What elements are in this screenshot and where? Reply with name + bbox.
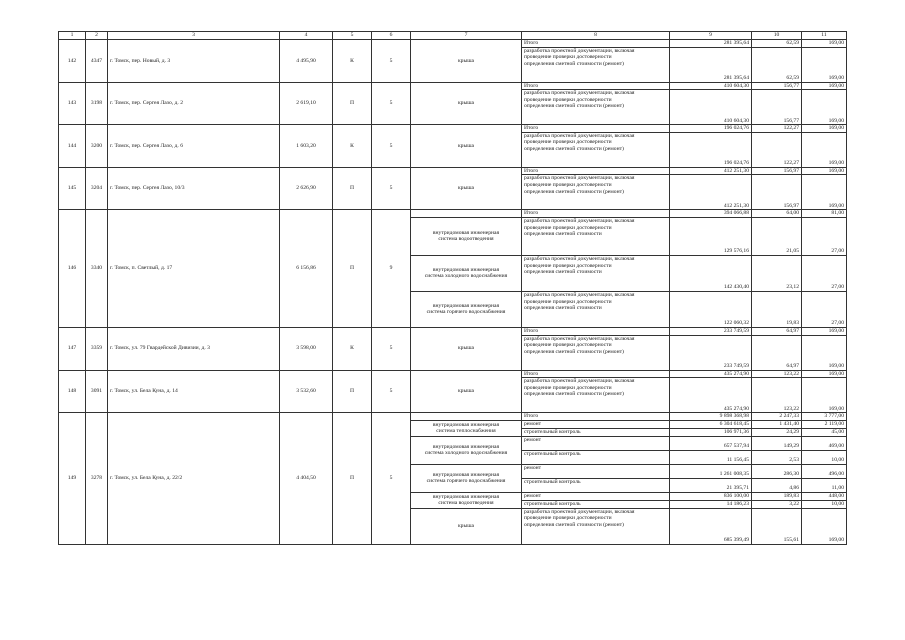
house-address: г. Томск, пер. Сергея Лазо, 10/3	[108, 167, 280, 210]
element-name: внутридомовая инженерная система холодного водоснабжения	[411, 436, 522, 464]
element-name: крыша	[411, 327, 522, 370]
header-cell: 1	[59, 32, 86, 40]
total-cost: 196 024,76	[670, 125, 752, 133]
cost-per-m2: 23,12	[752, 255, 802, 291]
cost: 11 156,45	[670, 450, 752, 464]
work-description: разработка проектной документации, включая проведение проверки достоверности определения сметной стоимости (ремонт)	[522, 132, 670, 167]
house-area: 3 598,00	[280, 327, 333, 370]
limit: 27,00	[802, 217, 847, 255]
house-code: 3340	[86, 210, 108, 328]
work-description: разработка проектной документации, включая проведение проверки достоверности определения сметной стоимости	[522, 217, 670, 255]
cost-per-m2: 156,77	[752, 90, 802, 125]
house-code: 4347	[86, 40, 108, 83]
element-name: крыша	[411, 370, 522, 413]
element-name: крыша	[411, 125, 522, 168]
total-label: Итого	[522, 327, 670, 335]
total-limit: 169,00	[802, 370, 847, 378]
work-description: ремонт	[522, 464, 670, 478]
element-name	[411, 413, 522, 421]
cost: 435 274,90	[670, 378, 752, 413]
element-name: крыша	[411, 40, 522, 83]
wall-type: П	[333, 167, 372, 210]
cost-per-m2: 64,97	[752, 335, 802, 370]
row-number: 149	[59, 413, 86, 545]
total-cost-per-m2: 156,77	[752, 82, 802, 90]
house-code: 3198	[86, 82, 108, 125]
table-row	[59, 82, 847, 90]
total-cost-per-m2: 62,59	[752, 40, 802, 48]
cost-per-m2: 122,27	[752, 132, 802, 167]
limit: 169,00	[802, 378, 847, 413]
table-row	[59, 327, 847, 335]
total-limit: 169,00	[802, 167, 847, 175]
element-name	[411, 210, 522, 218]
cost: 412 251,30	[670, 175, 752, 210]
total-cost-per-m2: 122,27	[752, 125, 802, 133]
cost-per-m2: 156,97	[752, 175, 802, 210]
work-description: разработка проектной документации, включая проведение проверки достоверности определения сметной стоимости (ремонт)	[522, 175, 670, 210]
table-row	[59, 413, 847, 421]
element-name: внутридомовая инженерная система теплоснабжения	[411, 420, 522, 436]
work-description: ремонт	[522, 420, 670, 428]
row-number: 148	[59, 370, 86, 413]
work-description: разработка проектной документации, включая проведение проверки достоверности определения сметной стоимости	[522, 291, 670, 327]
cost-per-m2: 286,30	[752, 464, 802, 478]
header-cell: 4	[280, 32, 333, 40]
house-code: 3091	[86, 370, 108, 413]
wall-type: П	[333, 82, 372, 125]
cost: 6 304 618,45	[670, 420, 752, 428]
total-limit: 169,00	[802, 327, 847, 335]
cost-per-m2: 155,61	[752, 508, 802, 544]
total-label: Итого	[522, 210, 670, 218]
house-area: 4 404,50	[280, 413, 333, 545]
limit: 27,00	[802, 255, 847, 291]
limit: 45,00	[802, 428, 847, 436]
total-label: Итого	[522, 413, 670, 421]
limit: 169,00	[802, 47, 847, 82]
cost-per-m2: 24,29	[752, 428, 802, 436]
floors: 5	[372, 125, 411, 168]
cost: 21 395,71	[670, 478, 752, 492]
limit: 10,00	[802, 500, 847, 508]
work-description: разработка проектной документации, включая проведение проверки достоверности определения сметной стоимости (ремонт)	[522, 47, 670, 82]
work-description: разработка проектной документации, включая проведение проверки достоверности определения сметной стоимости (ремонт)	[522, 378, 670, 413]
cost: 106 971,36	[670, 428, 752, 436]
limit: 448,00	[802, 492, 847, 500]
row-number: 143	[59, 82, 86, 125]
limit: 169,00	[802, 508, 847, 544]
capital-repair-table	[58, 31, 847, 545]
total-cost-per-m2: 2 247,33	[752, 413, 802, 421]
house-address: г. Томск, п. Светлый, д. 17	[108, 210, 280, 328]
house-code: 3200	[86, 125, 108, 168]
work-description: строительный контроль	[522, 500, 670, 508]
element-name: внутридомовая инженерная система водоотведения	[411, 492, 522, 508]
header-cell: 6	[372, 32, 411, 40]
cost-per-m2: 3,22	[752, 500, 802, 508]
house-area: 2 619,10	[280, 82, 333, 125]
column-number-row	[59, 32, 847, 40]
total-label: Итого	[522, 82, 670, 90]
element-name: внутридомовая инженерная система водоотведения	[411, 217, 522, 255]
cost-per-m2: 2,53	[752, 450, 802, 464]
cost: 233 749,59	[670, 335, 752, 370]
table-row	[59, 125, 847, 133]
cost-per-m2: 1 431,40	[752, 420, 802, 428]
cost: 129 576,16	[670, 217, 752, 255]
limit: 169,00	[802, 335, 847, 370]
limit: 169,00	[802, 132, 847, 167]
house-code: 3278	[86, 413, 108, 545]
limit: 11,00	[802, 478, 847, 492]
header-cell: 10	[752, 32, 802, 40]
work-description: ремонт	[522, 436, 670, 450]
element-name: внутридомовая инженерная система горячего водоснабжения	[411, 291, 522, 327]
cost: 281 395,64	[670, 47, 752, 82]
cost: 142 430,40	[670, 255, 752, 291]
cost: 410 604,30	[670, 90, 752, 125]
limit: 169,00	[802, 175, 847, 210]
work-description: строительный контроль	[522, 428, 670, 436]
cost-per-m2: 4,86	[752, 478, 802, 492]
floors: 5	[372, 327, 411, 370]
cost: 122 060,32	[670, 291, 752, 327]
limit: 2 119,00	[802, 420, 847, 428]
header-cell: 2	[86, 32, 108, 40]
element-name: крыша	[411, 82, 522, 125]
total-cost: 281 395,64	[670, 40, 752, 48]
table-row	[59, 210, 847, 218]
house-code: 3204	[86, 167, 108, 210]
total-cost: 435 274,90	[670, 370, 752, 378]
floors: 5	[372, 370, 411, 413]
cost: 657 537,94	[670, 436, 752, 450]
total-cost: 9 898 368,98	[670, 413, 752, 421]
table-row	[59, 370, 847, 378]
limit: 469,00	[802, 436, 847, 450]
work-description: разработка проектной документации, включая проведение проверки достоверности определения сметной стоимости (ремонт)	[522, 508, 670, 544]
cost-per-m2: 21,05	[752, 217, 802, 255]
element-name: крыша	[411, 167, 522, 210]
wall-type: П	[333, 370, 372, 413]
total-cost: 410 604,30	[670, 82, 752, 90]
house-address: г. Томск, ул. Бела Куна, д. 14	[108, 370, 280, 413]
cost-per-m2: 149,29	[752, 436, 802, 450]
cost-per-m2: 62,59	[752, 47, 802, 82]
cost: 836 100,00	[670, 492, 752, 500]
total-cost: 394 066,88	[670, 210, 752, 218]
limit: 169,00	[802, 90, 847, 125]
total-cost-per-m2: 156,97	[752, 167, 802, 175]
cost: 1 261 008,35	[670, 464, 752, 478]
element-name: крыша	[411, 508, 522, 544]
element-name: внутридомовая инженерная система холодного водоснабжения	[411, 255, 522, 291]
row-number: 142	[59, 40, 86, 83]
house-address: г. Томск, пер. Новый, д. 3	[108, 40, 280, 83]
work-description: ремонт	[522, 492, 670, 500]
row-number: 144	[59, 125, 86, 168]
work-description: строительный контроль	[522, 450, 670, 464]
header-cell: 3	[108, 32, 280, 40]
header-cell: 7	[411, 32, 522, 40]
house-address: г. Томск, ул. 79 Гвардейской Дивизии, д. 3	[108, 327, 280, 370]
row-number: 145	[59, 167, 86, 210]
work-description: разработка проектной документации, включая проведение проверки достоверности определения сметной стоимости (ремонт)	[522, 90, 670, 125]
cost: 196 024,76	[670, 132, 752, 167]
cost-per-m2: 19,83	[752, 291, 802, 327]
total-limit: 169,00	[802, 40, 847, 48]
floors: 5	[372, 40, 411, 83]
house-address: г. Томск, пер. Сергея Лазо, д. 6	[108, 125, 280, 168]
total-cost: 412 251,30	[670, 167, 752, 175]
floors: 5	[372, 82, 411, 125]
total-label: Итого	[522, 370, 670, 378]
element-name: внутридомовая инженерная система горячего водоснабжения	[411, 464, 522, 492]
total-limit: 3 777,00	[802, 413, 847, 421]
floors: 5	[372, 167, 411, 210]
cost: 14 186,23	[670, 500, 752, 508]
wall-type: К	[333, 125, 372, 168]
total-cost-per-m2: 64,00	[752, 210, 802, 218]
house-area: 1 603,20	[280, 125, 333, 168]
cost-per-m2: 189,83	[752, 492, 802, 500]
house-address: г. Томск, ул. Бела Куна, д. 22/2	[108, 413, 280, 545]
cost: 685 399,49	[670, 508, 752, 544]
work-description: строительный контроль	[522, 478, 670, 492]
limit: 10,00	[802, 450, 847, 464]
header-cell: 11	[802, 32, 847, 40]
wall-type: К	[333, 40, 372, 83]
total-limit: 169,00	[802, 125, 847, 133]
wall-type: К	[333, 327, 372, 370]
total-cost-per-m2: 123,22	[752, 370, 802, 378]
header-cell: 5	[333, 32, 372, 40]
total-limit: 81,00	[802, 210, 847, 218]
row-number: 146	[59, 210, 86, 328]
limit: 27,00	[802, 291, 847, 327]
wall-type: П	[333, 413, 372, 545]
house-address: г. Томск, пер. Сергея Лазо, д. 2	[108, 82, 280, 125]
house-code: 3359	[86, 327, 108, 370]
table-row	[59, 167, 847, 175]
cost-per-m2: 123,22	[752, 378, 802, 413]
house-area: 6 156,86	[280, 210, 333, 328]
total-label: Итого	[522, 125, 670, 133]
total-label: Итого	[522, 167, 670, 175]
total-limit: 169,00	[802, 82, 847, 90]
floors: 9	[372, 210, 411, 328]
limit: 496,00	[802, 464, 847, 478]
work-description: разработка проектной документации, включая проведение проверки достоверности определения сметной стоимости	[522, 255, 670, 291]
house-area: 3 532,60	[280, 370, 333, 413]
work-description: разработка проектной документации, включая проведение проверки достоверности определения сметной стоимости (ремонт)	[522, 335, 670, 370]
total-cost: 233 749,59	[670, 327, 752, 335]
table-row	[59, 40, 847, 48]
total-cost-per-m2: 64,97	[752, 327, 802, 335]
wall-type: П	[333, 210, 372, 328]
house-area: 4 495,90	[280, 40, 333, 83]
house-area: 2 626,90	[280, 167, 333, 210]
row-number: 147	[59, 327, 86, 370]
header-cell: 9	[670, 32, 752, 40]
total-label: Итого	[522, 40, 670, 48]
header-cell: 8	[522, 32, 670, 40]
floors: 5	[372, 413, 411, 545]
